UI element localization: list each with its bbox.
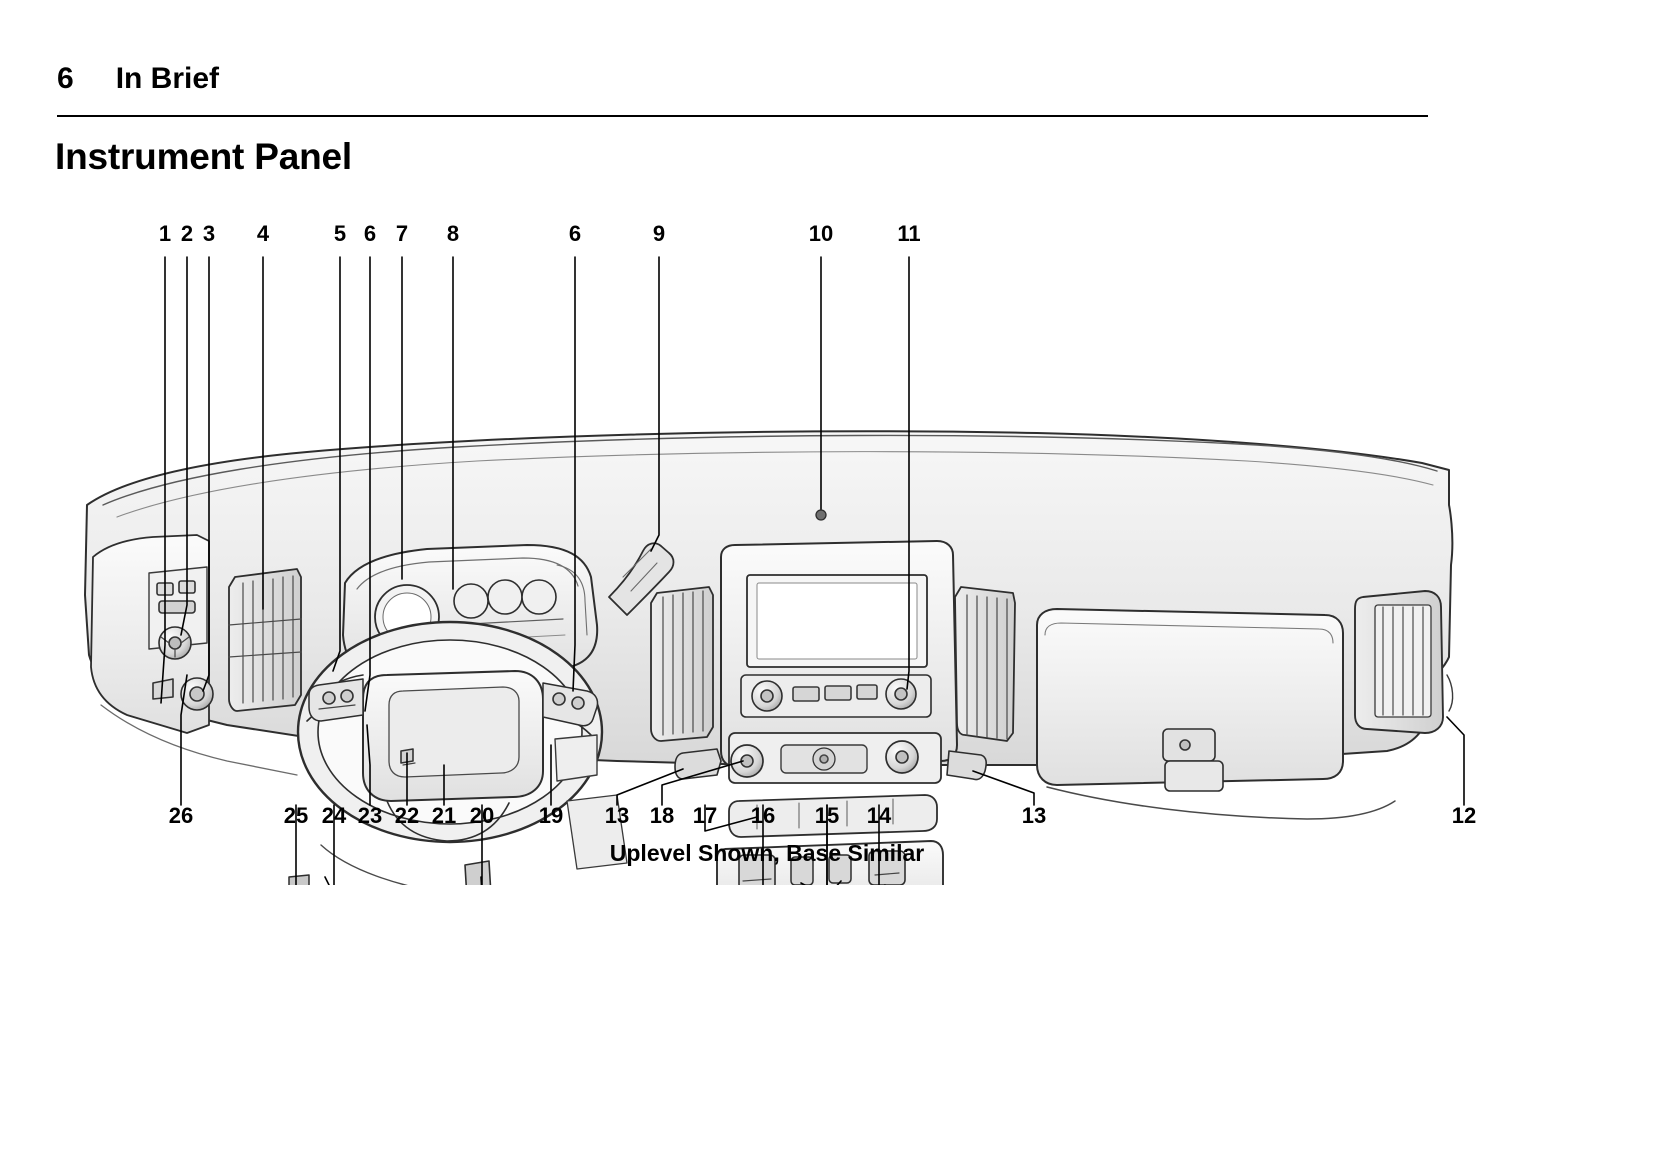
callout-25-1: 25 <box>283 803 309 828</box>
callout-6-8: 6 <box>568 221 582 246</box>
callout-22-4: 22 <box>394 803 420 828</box>
callout-13-14: 13 <box>1021 803 1047 828</box>
callout-23-3: 23 <box>357 803 383 828</box>
callout-1-0: 1 <box>158 221 172 246</box>
callout-numbers-bottom <box>169 803 1476 828</box>
callout-5-4: 5 <box>333 221 347 246</box>
page-number: 6 <box>57 62 74 95</box>
page-title: Instrument Panel <box>55 136 352 177</box>
instrument-panel-figure <box>57 205 1477 885</box>
callout-18-9: 18 <box>649 803 675 828</box>
callout-26-0: 26 <box>168 803 194 828</box>
callout-20-6: 20 <box>469 803 495 828</box>
callout-7-6: 7 <box>395 221 409 246</box>
callout-14-13: 14 <box>866 803 892 828</box>
callout-24-2: 24 <box>321 803 347 828</box>
callout-15-12: 15 <box>814 803 840 828</box>
callout-21-5: 21 <box>431 803 457 828</box>
callout-16-11: 16 <box>750 803 776 828</box>
callout-numbers-top <box>159 221 921 246</box>
callout-8-7: 8 <box>446 221 460 246</box>
page-header <box>57 62 1527 122</box>
callout-2-1: 2 <box>180 221 194 246</box>
callout-17-10: 17 <box>692 803 718 828</box>
callout-4-3: 4 <box>256 221 270 246</box>
callout-10-10: 10 <box>808 221 834 246</box>
header-divider <box>57 115 1428 117</box>
figure-caption: Uplevel Shown, Base Similar <box>609 840 925 866</box>
callout-11-11: 11 <box>897 221 921 246</box>
instrument-panel-illustration <box>57 205 1477 885</box>
callout-6-5: 6 <box>363 221 377 246</box>
callout-12-15: 12 <box>1451 803 1477 828</box>
callout-13-8: 13 <box>604 803 630 828</box>
callout-19-7: 19 <box>538 803 564 828</box>
callout-3-2: 3 <box>202 221 216 246</box>
header-title: In Brief <box>115 62 220 95</box>
callout-9-9: 9 <box>652 221 666 246</box>
